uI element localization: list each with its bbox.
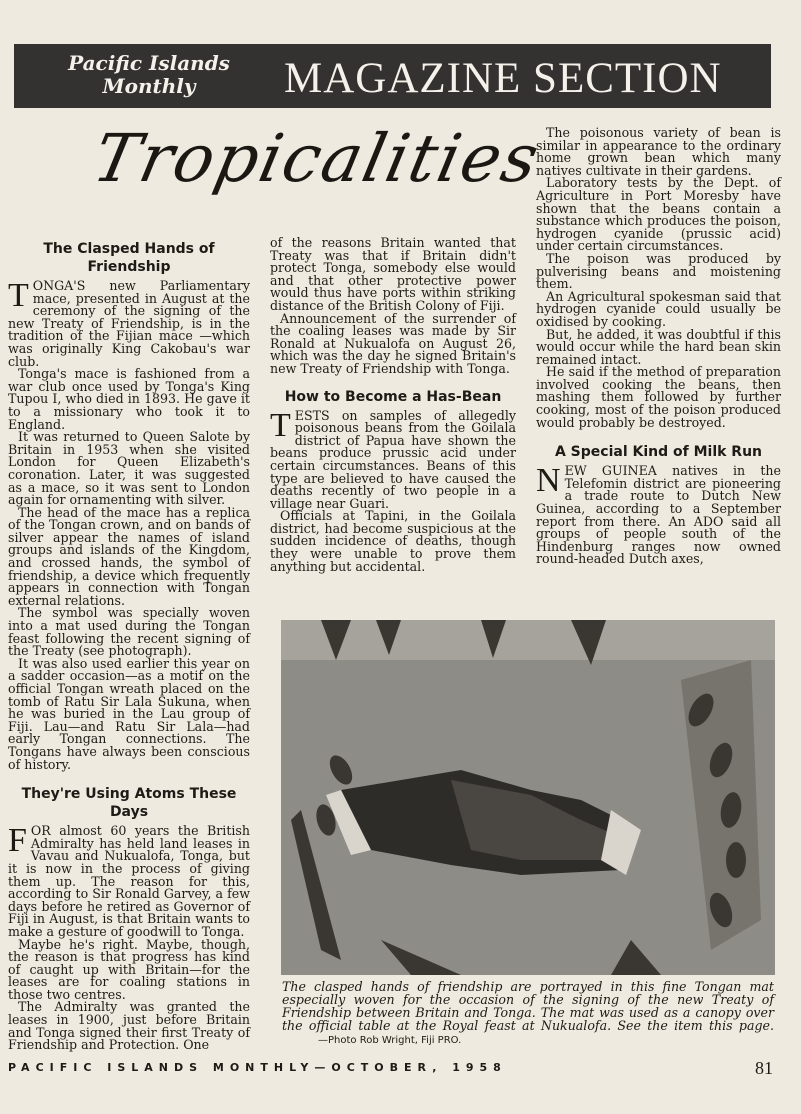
- publication-name: Pacific Islands Monthly: [68, 51, 230, 98]
- article-paragraph: The Admiralty was granted the leases in 1900, just before Britain and Tonga signed their first Treaty of Friendship and Protection. One: [8, 999, 250, 1053]
- article-title-has-bean: How to Become a Has-Bean: [284, 388, 502, 405]
- article-paragraph: Maybe he's right. Maybe, though, the reason is that progress has kind of caught up with Britain—for the leases are for coaling stations in those two centres.: [8, 936, 250, 1002]
- photo-clasped-hands-mat: [281, 620, 775, 975]
- article-paragraph: The poisonous variety of bean is similar in appearance to the ordinary home grown bean which many natives cultivate in their gardens.: [536, 125, 781, 178]
- mat-illustration: [281, 620, 775, 975]
- article-paragraph: The head of the mace has a replica of the Tongan crown, and on bands of silver appear the names of island groups and islands of the Kingdom, and crossed hands, the symbol of friendship, a device which frequently appears in connection with Tongan external relations.: [8, 504, 250, 608]
- article-paragraph: He said if the method of preparation involved cooking the beans, then mashing them followed by further cooking, most of the poison produced would probably be destroyed.: [536, 364, 781, 430]
- column-3: [536, 127, 781, 566]
- article-title-atoms: They're Using Atoms These Days: [21, 786, 237, 821]
- article-title-milk-run: A Special Kind of Milk Run: [554, 444, 763, 461]
- column-1: [8, 240, 250, 1052]
- photo-caption: [282, 980, 774, 1047]
- article-paragraph: FOR almost 60 years the British Admiralty has held land leases in Vavau and Nukualofa, Tonga, but it is now in the process of giving them up. The reason for this, according to Sir Ronald Garvey, a few days before he retired as Governor of Fiji in August, is that Britain wants to make a gesture of goodwill to Tonga.: [8, 822, 250, 939]
- article-paragraph: TONGA'S new Parliamentary mace, presented in August at the ceremony of the signing of the new Treaty of Friendship, is in the tradition of the Fijian mace —which was originally King Cakobau's war club.: [8, 277, 250, 369]
- column-2: [270, 237, 516, 573]
- article-paragraph: Laboratory tests by the Dept. of Agriculture in Port Moresby have shown that the beans contain a substance which produces the poison, hydrogen cyanide (prussic acid) under certain circumstances.: [536, 175, 781, 254]
- article-paragraph: NEW GUINEA natives in the Telefomin district are pioneering a trade route to Dutch New Guinea, according to a September report from there. An ADO said all groups of people south of the Hindenburg ranges now owned round-headed Dutch axes,: [536, 462, 781, 567]
- page-footer: [8, 1058, 773, 1081]
- article-paragraph: Officials at Tapini, in the Goilala district, had become suspicious at the sudden incidence of deaths, though they were unable to prove them anything but accidental.: [270, 508, 516, 574]
- footer-line: PACIFIC ISLANDS MONTHLY—OCTOBER, 1958: [8, 1061, 507, 1074]
- article-paragraph: It was returned to Queen Salote by Britain in 1953 when she visited London for Queen Elizabeth's coronation. Later, it was suggested as a mace, so it was sent to London again for ornamenting with silver.: [8, 429, 250, 508]
- article-paragraph: The poison was produced by pulverising beans and moistening them.: [536, 250, 781, 292]
- article-paragraph: It was also used earlier this year on a sadder occasion—as a motif on the official Tongan wreath placed on the tomb of Ratu Sir Lala Sukuna, when he was buried in the Lau group of Fiji. Lau—and Ratu Sir Lala—had early Tongan connections. The Tongans have always been conscious of history.: [8, 655, 250, 772]
- article-paragraph: But, he added, it was doubtful if this would occur while the hard bean skin remained intact.: [536, 326, 781, 367]
- drop-cap: F: [8, 822, 27, 860]
- article-title-clasped-hands: The Clasped Hands of Friendship: [43, 241, 215, 275]
- article-paragraph: An Agricultural spokesman said that hydrogen cyanide could usually be oxidised by cooking.: [536, 288, 781, 329]
- drop-cap: T: [270, 406, 291, 444]
- page-headline: Tropicalities: [86, 120, 547, 197]
- section-banner: [14, 44, 771, 108]
- article-paragraph: Announcement of the surrender of the coaling leases was made by Sir Ronald at Nukualofa on August 26, which was the day he signed Britain's new Treaty of Friendship with Tonga.: [270, 310, 516, 376]
- drop-cap: N: [536, 462, 561, 500]
- section-title: MAGAZINE SECTION: [284, 55, 722, 102]
- article-paragraph: TESTS on samples of allegedly poisonous beans from the Goilala district of Papua have shown the beans produce prussic acid under certain circumstances. Beans of this type are believed to have caused the deaths recently of two people in a village near Guari.: [270, 406, 516, 511]
- article-paragraph: of the reasons Britain wanted that Treaty was that if Britain didn't protect Tonga, somebody else would and that other protective power would thus have ports within striking distance of the British Colony of Fiji.: [270, 235, 516, 313]
- caption-text: The clasped hands of friendship are portrayed in this fine Tongan mat especially woven for the occasion of the signing of the new Treaty of Friendship between Britain and Tonga. The mat was used as a canopy over the official table at the Royal feast at Nukualofa. See the item this page.: [282, 979, 774, 1033]
- article-paragraph: Tonga's mace is fashioned from a war club once used by Tonga's King Tupou I, who died in 1893. He gave it to a missionary who took it to England.: [8, 366, 250, 432]
- drop-cap: T: [8, 277, 29, 314]
- photo-credit: —Photo Rob Wright, Fiji PRO.: [318, 1035, 462, 1046]
- page-number: 81: [755, 1058, 773, 1078]
- article-paragraph: The symbol was specially woven into a mat used during the Tongan feast following the recent signing of the Treaty (see photograph).: [8, 605, 250, 659]
